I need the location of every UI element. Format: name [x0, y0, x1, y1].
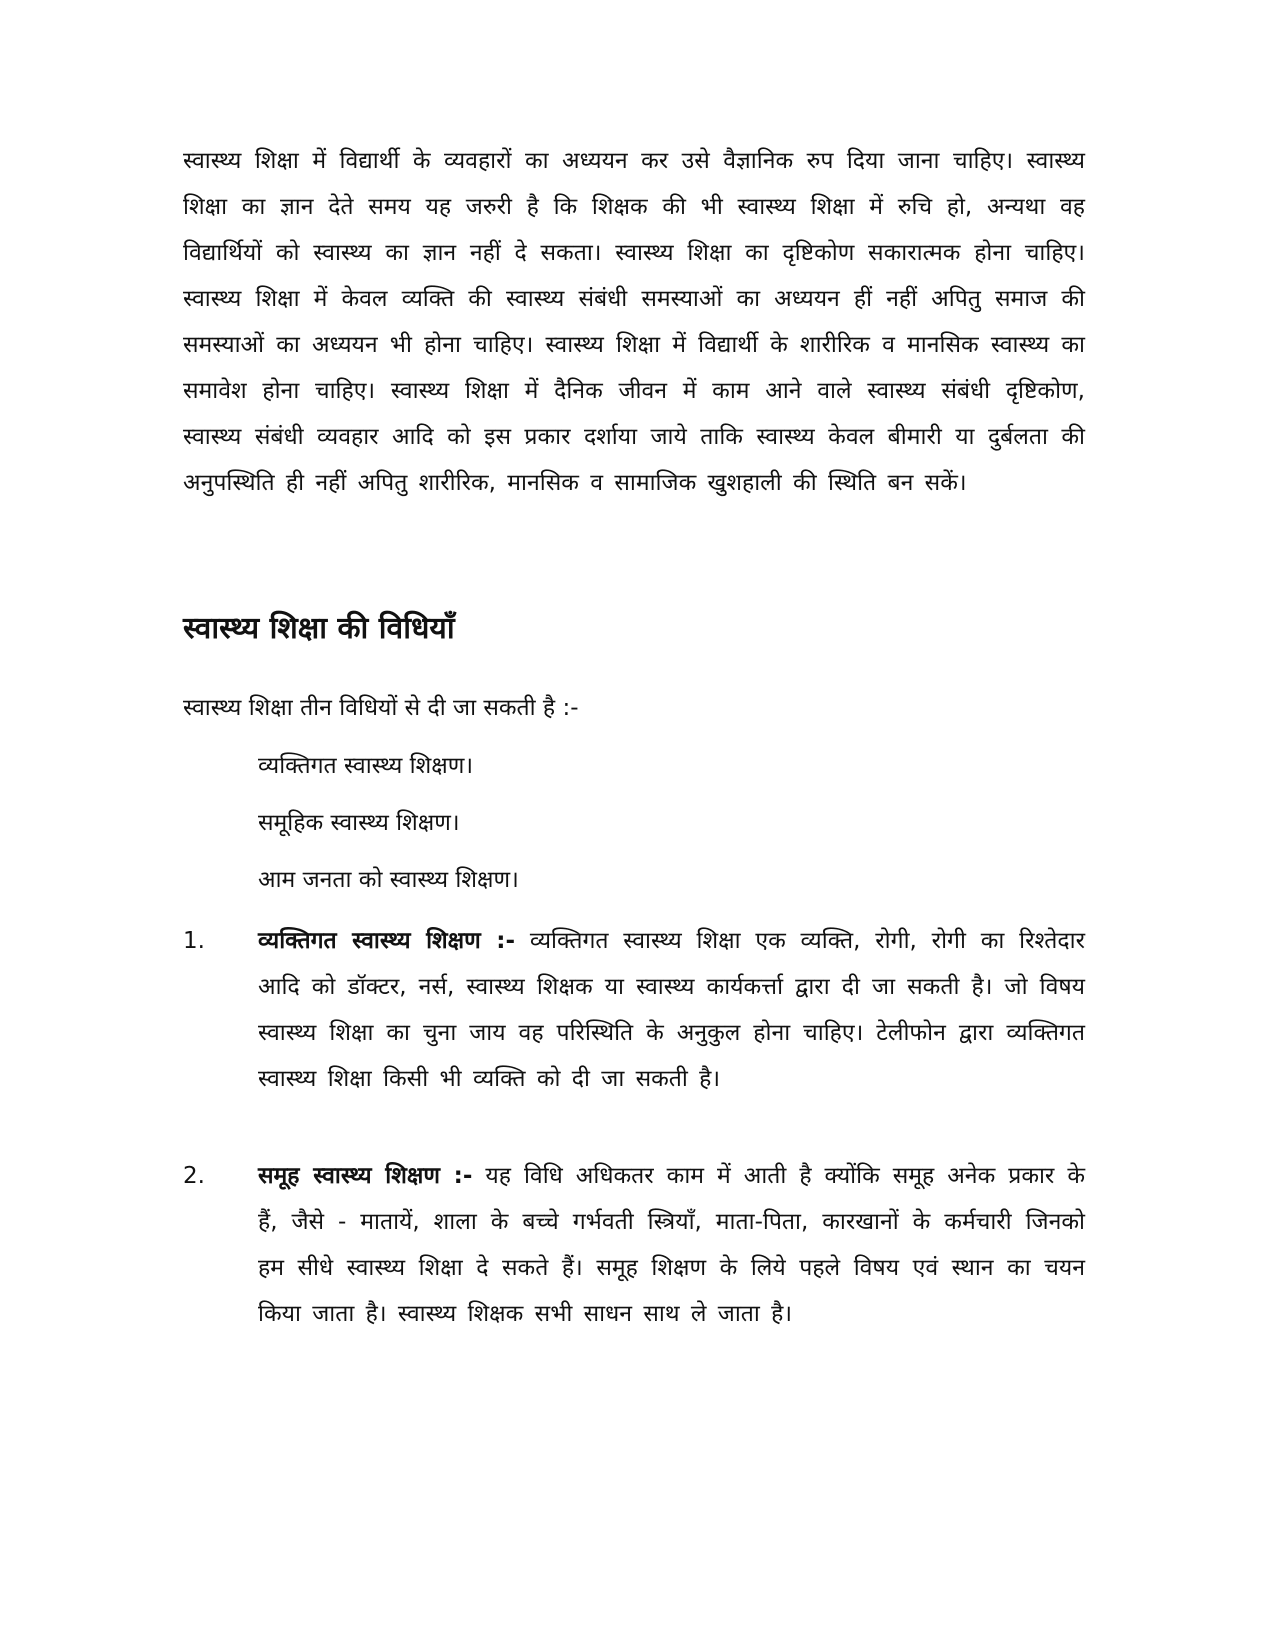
item-body [258, 918, 1085, 1102]
methods-intro: स्वास्थ्य शिक्षा तीन विधियों से दी जा सकती है :- [183, 695, 579, 721]
item-number: 2. [183, 1163, 205, 1189]
item-term: समूह स्वास्थ्य शिक्षण :- [258, 1163, 473, 1189]
intro-paragraph: स्वास्थ्य शिक्षा में विद्यार्थी के व्यवहारों का अध्ययन कर उसे वैज्ञानिक रुप दिया जाना चाहिए। स्वास्थ्य शिक्षा का ज्ञान देते समय यह जरुरी है कि शिक्षक की भी स्वास्थ्य शिक्षा में रुचि हो, अन्यथा वह विद्यार्थियों को स्वास्थ्य का ज्ञान नहीं दे सकता। स्वास्थ्य शिक्षा का दृष्टिकोण सकारात्मक होना चाहिए। स्वास्थ्य शिक्षा में केवल व्यक्ति की स्वास्थ्य संबंधी समस्याओं का अध्ययन हीं नहीं अपितु समाज की समस्याओं का अध्ययन भी होना चाहिए। स्वास्थ्य शिक्षा में विद्यार्थी के शारीरिक व मानसिक स्वास्थ्य का समावेश होना चाहिए। स्वास्थ्य शिक्षा में दैनिक जीवन में काम आने वाले स्वास्थ्य संबंधी दृष्टिकोण, स्वास्थ्य संबंधी व्यवहार आदि को इस प्रकार दर्शाया जाये ताकि स्वास्थ्य केवल बीमारी या दुर्बलता की अनुपस्थिति ही नहीं अपितु शारीरिक, मानसिक व सामाजिक खुशहाली की स्थिति बन सकें। [183, 148, 1085, 496]
method-item-individual: व्यक्तिगत स्वास्थ्य शिक्षण। [258, 753, 474, 779]
section-heading: स्वास्थ्य शिक्षा की विधियाँ [183, 611, 455, 646]
method-item-public: आम जनता को स्वास्थ्य शिक्षण। [258, 867, 519, 893]
item-body [258, 1153, 1085, 1337]
item-term: व्यक्तिगत स्वास्थ्य शिक्षण :- [258, 928, 516, 954]
item-number: 1. [183, 928, 205, 954]
item-text: व्यक्तिगत स्वास्थ्य शिक्षा एक व्यक्ति, रोगी, रोगी का रिश्तेदार आदि को डॉक्टर, नर्स, स्वास्थ्य शिक्षक या स्वास्थ्य कार्यकर्त्ता द्वारा दी जा सकती है। जो विषय स्वास्थ्य शिक्षा का चुना जाय वह परिस्थिति के अनुकुल होना चाहिए। टेलीफोन द्वारा व्यक्तिगत स्वास्थ्य शिक्षा किसी भी व्यक्ति को दी जा सकती है। [258, 928, 1085, 1092]
item-text: यह विधि अधिकतर काम में आती है क्योंकि समूह अनेक प्रकार के हैं, जैसे - मातायें, शाला के बच्चे गर्भवती स्त्रियाँ, माता-पिता, कारखानों के कर्मचारी जिनको हम सीधे स्वास्थ्य शिक्षा दे सकते हैं। समूह शिक्षण के लिये पहले विषय एवं स्थान का चयन किया जाता है। स्वास्थ्य शिक्षक सभी साधन साथ ले जाता है। [258, 1163, 1085, 1327]
method-item-group: समूहिक स्वास्थ्य शिक्षण। [258, 810, 460, 836]
